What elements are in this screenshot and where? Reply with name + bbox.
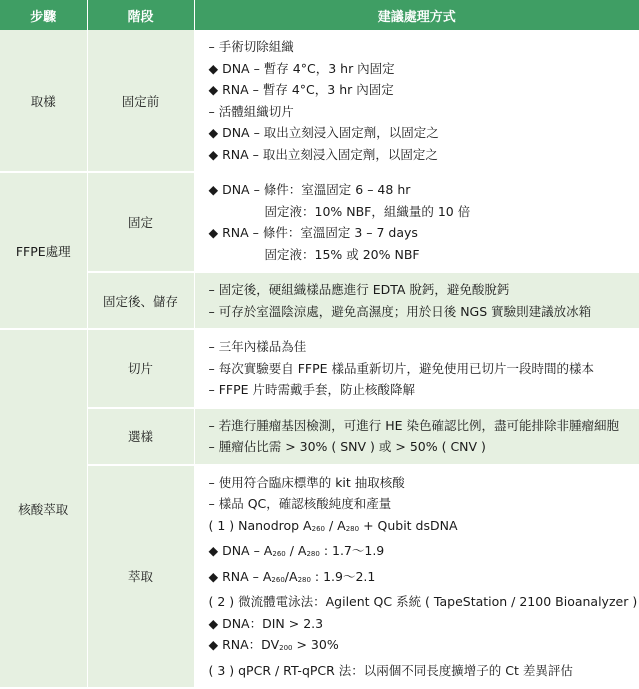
method-storage [194, 272, 639, 329]
method-line: ◆ DNA：DIN > 2.3 [209, 613, 639, 635]
header-stage: 階段 [87, 0, 194, 30]
method-sample-selection [194, 408, 639, 465]
row-ffpe-fixation [0, 172, 639, 272]
method-line: ◆ DNA – 暫存 4°C，3 hr 內固定 [209, 58, 639, 80]
method-line: ◆ DNA – 條件：室溫固定 6 – 48 hr [209, 179, 639, 201]
stage-before-fixation: 固定前 [87, 30, 194, 172]
step-nucleic-extraction: 核酸萃取 [0, 329, 87, 688]
step-ffpe: FFPE處理 [0, 172, 87, 329]
header-method: 建議處理方式 [194, 0, 639, 30]
method-line: – 活體組織切片 [209, 101, 639, 123]
method-line: ◆ RNA – 取出立刻浸入固定劑，以固定之 [209, 144, 639, 166]
method-line: ◆ RNA – 暫存 4°C，3 hr 內固定 [209, 79, 639, 101]
stage-fixation: 固定 [87, 172, 194, 272]
method-line-dna-ratio: ◆ DNA – $A_{260} / A_{280}$ : 1.7～1.9 [209, 540, 639, 566]
method-line: ◆ DNA – 取出立刻浸入固定劑，以固定之 [209, 122, 639, 144]
method-line-nanodrop: ( 1 ) Nanodrop $A_{260} / A_{280}$ + Qubit dsDNA [209, 515, 639, 541]
row-extraction [0, 465, 639, 689]
method-line-rna-dv200: ◆ RNA：$DV_{200} > 30\%$ [209, 634, 639, 660]
method-line: – FFPE 片時需戴手套，防止核酸降解 [209, 379, 639, 401]
method-line: 固定液：15% 或 20% NBF [209, 244, 639, 266]
method-line: – 三年內樣品為佳 [209, 336, 639, 358]
method-line: – 若進行腫瘤基因檢測，可進行 HE 染色確認比例，盡可能排除非腫瘤細胞 [209, 415, 639, 437]
method-line: – 使用符合臨床標準的 kit 抽取核酸 [209, 472, 639, 494]
method-line: – 可存於室溫陰涼處，避免高濕度；用於日後 NGS 實驗則建議放冰箱 [209, 301, 639, 323]
method-line: – 樣品 QC，確認核酸純度和產量 [209, 493, 639, 515]
method-sampling [194, 30, 639, 172]
stage-post-fixation-storage: 固定後、儲存 [87, 272, 194, 329]
method-line: – 每次實驗要自 FFPE 樣品重新切片，避免使用已切片一段時間的樣本 [209, 358, 639, 380]
method-extraction [194, 465, 639, 689]
row-ffpe-storage [0, 272, 639, 329]
step-sampling: 取樣 [0, 30, 87, 172]
method-sectioning [194, 329, 639, 408]
stage-extraction: 萃取 [87, 465, 194, 689]
method-line-rna-ratio: ◆ RNA – $A_{260}/A_{280}$ : 1.9～2.1 [209, 566, 639, 592]
row-sectioning [0, 329, 639, 408]
stage-sample-selection: 選樣 [87, 408, 194, 465]
stage-sectioning: 切片 [87, 329, 194, 408]
method-line: – 固定後，硬組織樣品應進行 EDTA 脫鈣，避免酸脫鈣 [209, 279, 639, 301]
method-line: ( 2 ) 微流體電泳法：Agilent QC 系統 ( TapeStation / 2100 Bioanalyzer ) [209, 591, 639, 613]
method-line: 固定液：10% NBF，組織量的 10 倍 [209, 201, 639, 223]
method-fixation [194, 172, 639, 272]
row-sampling [0, 30, 639, 172]
header-row [0, 0, 639, 30]
method-line: – 腫瘤佔比需 > 30% ( SNV ) 或 > 50% ( CNV ) [209, 436, 639, 458]
method-line: ( 3 ) qPCR / RT-qPCR 法：以兩個不同長度擴增子的 Ct 差異評估 [209, 660, 639, 682]
method-line: – 手術切除組織 [209, 36, 639, 58]
header-step: 步驟 [0, 0, 87, 30]
row-sample-selection [0, 408, 639, 465]
method-line: ◆ RNA – 條件：室溫固定 3 – 7 days [209, 222, 639, 244]
